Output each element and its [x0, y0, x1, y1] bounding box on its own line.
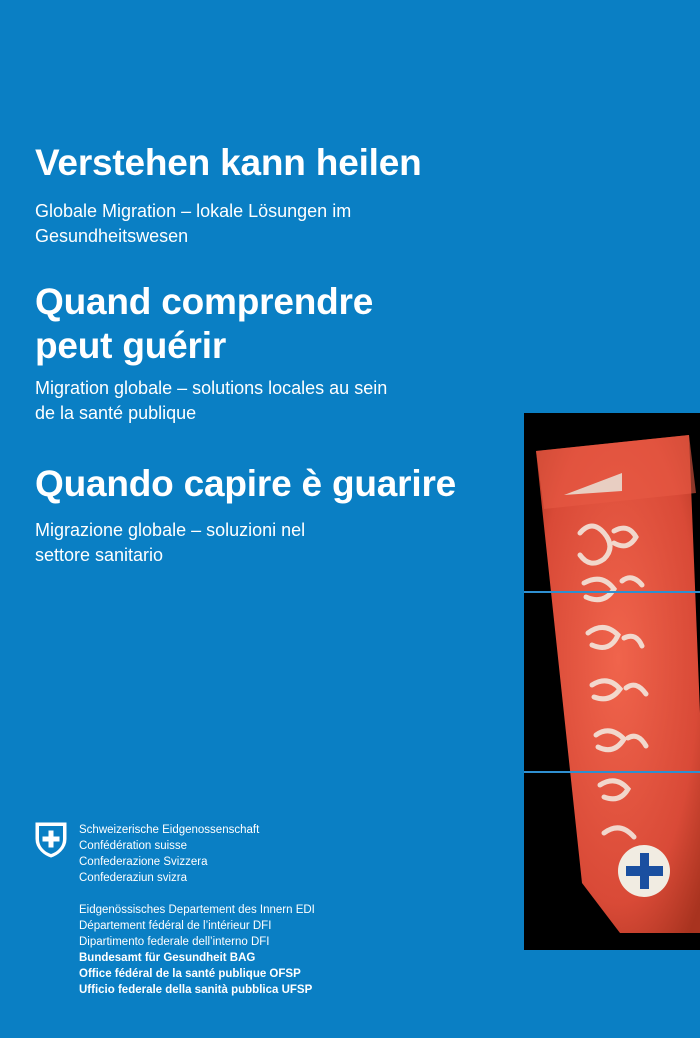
subtitle-line: Migrazione globale – soluzioni nel [35, 520, 306, 540]
confed-line: Schweizerische Eidgenossenschaft [79, 824, 260, 836]
confed-line: Confédération suisse [79, 840, 188, 852]
office-line: Office fédéral de la santé publique OFSP [79, 968, 301, 980]
subtitle-line: Gesundheitswesen [35, 226, 189, 246]
title-italian [35, 462, 505, 506]
title-line: Verstehen kann heilen [35, 142, 422, 183]
red-armband-photo-icon [524, 413, 700, 950]
subtitle-line: Globale Migration – lokale Lösungen im [35, 201, 352, 221]
section-italian [35, 462, 505, 568]
subtitle-line: settore sanitario [35, 545, 164, 565]
office-line: Ufficio federale della sanità pubblica UFSP [79, 984, 313, 996]
title-german [35, 141, 505, 185]
subtitle-line: Migration globale – solutions locales au sein [35, 378, 388, 398]
title-line: Quando capire è guarire [35, 463, 457, 504]
subtitle-french [35, 376, 505, 426]
office-line: Bundesamt für Gesundheit BAG [79, 952, 256, 964]
subtitle-italian [35, 518, 505, 568]
title-line: peut guérir [35, 325, 227, 366]
confed-line: Confederaziun svizra [79, 872, 188, 884]
department-line: Eidgenössisches Departement des Innern EDI [79, 904, 315, 916]
swiss-crest-icon [35, 822, 67, 858]
title-line: Quand comprendre [35, 281, 374, 322]
department-line: Dipartimento federale dell’interno DFI [79, 936, 270, 948]
confederation-names [79, 822, 259, 886]
department-names [79, 902, 315, 998]
subtitle-german [35, 199, 505, 249]
section-french [35, 280, 505, 426]
section-german [35, 141, 505, 249]
subtitle-line: de la santé publique [35, 403, 197, 423]
title-french [35, 280, 505, 368]
confed-line: Confederazione Svizzera [79, 856, 208, 868]
department-line: Département fédéral de l’intérieur DFI [79, 920, 272, 932]
armband-photo [524, 413, 700, 950]
